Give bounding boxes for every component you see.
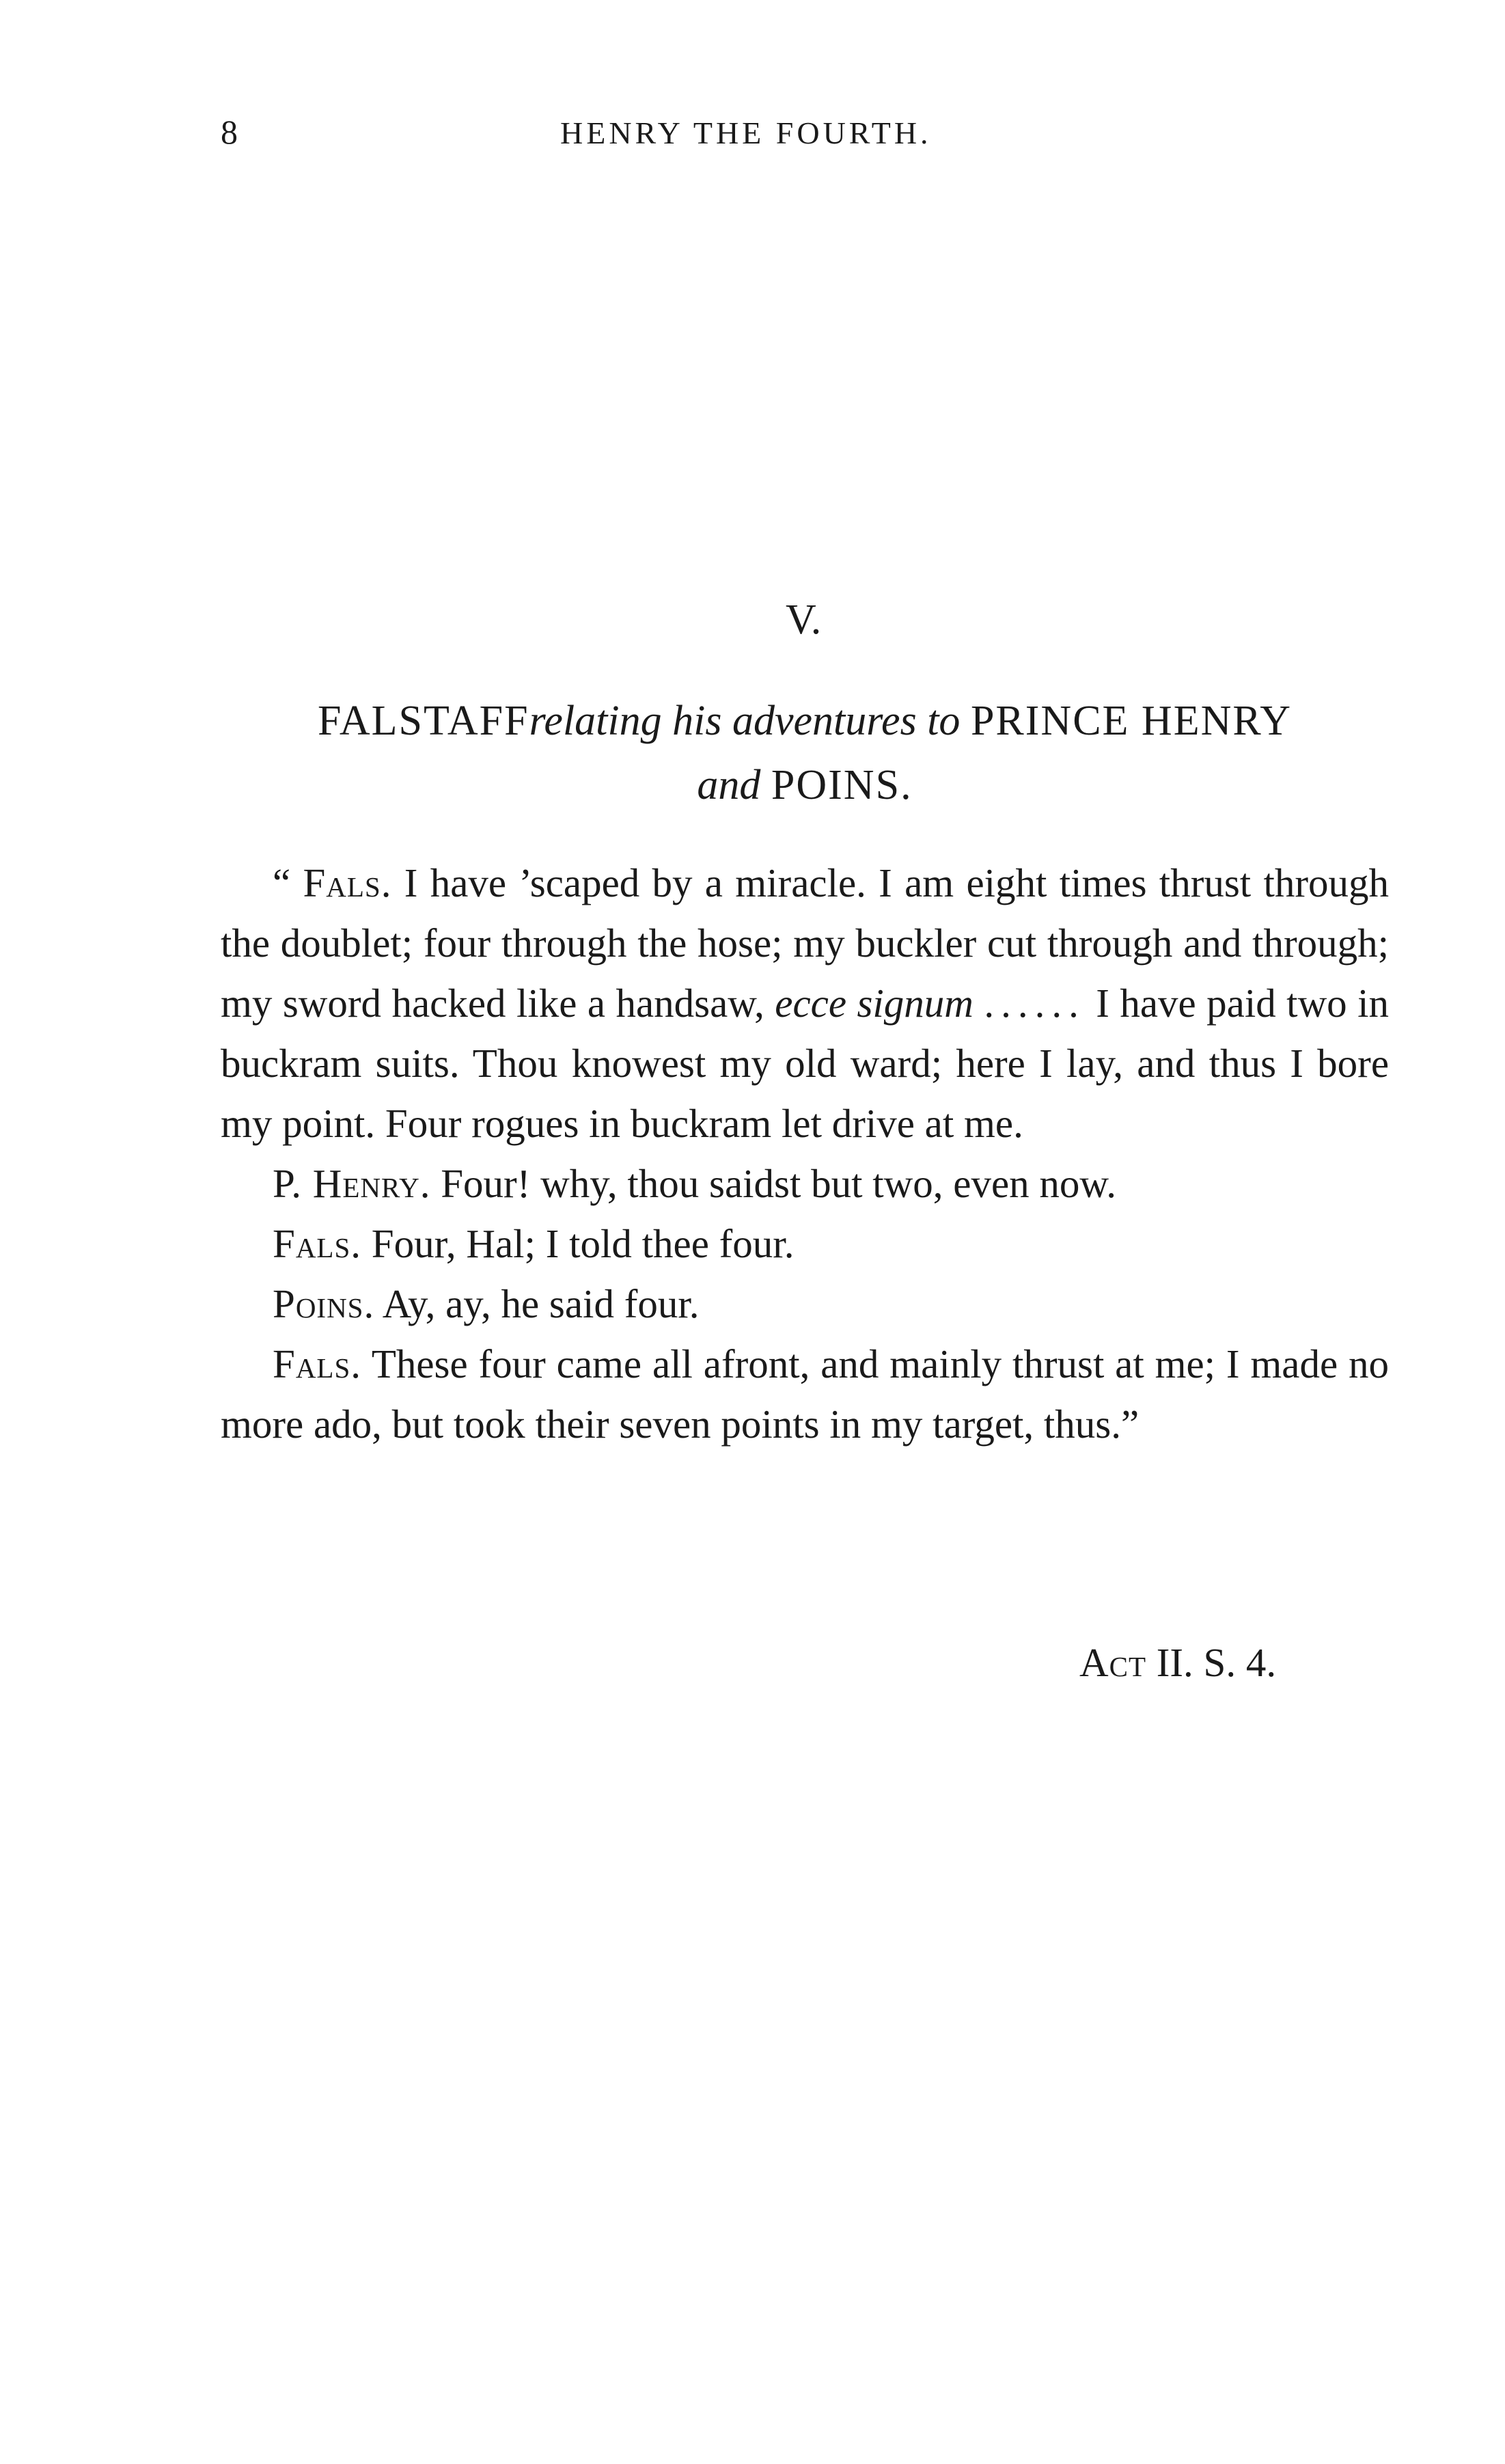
speaker-prince-henry: P. Henry. <box>273 1161 431 1206</box>
plate-title-poins: POINS. <box>771 762 913 808</box>
quoted-passage <box>221 853 1389 1454</box>
page-number: 8 <box>221 113 238 151</box>
plate-title <box>221 689 1389 817</box>
ellipsis-dots: ...... <box>984 981 1086 1026</box>
speech-text: Ay, ay, he said four. <box>382 1281 700 1326</box>
section-number: V. <box>786 597 822 643</box>
act-scene-citation <box>1079 1640 1277 1685</box>
speech-text: Four, Hal; I told thee four. <box>371 1221 795 1266</box>
running-head: HENRY THE FOURTH. <box>560 115 932 150</box>
speaker-poins: Poins. <box>273 1281 375 1326</box>
speech-text: Four! why, thou saidst but two, even now. <box>441 1161 1116 1206</box>
speech-text: I have ’scaped by a miracle. I am eight times thrust through the doublet; four through the hose; my buckler cut through and through; my sword hacked like a handsaw, <box>221 860 1390 1026</box>
open-quote: “ <box>273 860 291 905</box>
plate-title-prince: PRINCE HENRY <box>970 698 1293 744</box>
plate-title-character: FALSTAFF <box>317 698 529 744</box>
speaker-falstaff: Fals. <box>273 1221 362 1266</box>
plate-title-and: and <box>697 762 761 808</box>
speaker-falstaff: Fals. <box>273 1341 362 1386</box>
paragraph-2 <box>221 1153 1389 1214</box>
plate-title-action: relating his adventures to <box>529 698 961 744</box>
speech-text: These four came all afront, and mainly thrust at me; I made no more ado, but took their seven points in my target, thus.” <box>221 1341 1390 1447</box>
paragraph-4 <box>221 1274 1389 1334</box>
citation-scene: II. S. 4. <box>1156 1640 1277 1685</box>
citation-act: Act <box>1079 1640 1146 1685</box>
speech-text: I have paid two in buckram suits. Thou knowest my old ward; here I lay, and thus I bore my point. Four rogues in buckram let drive at me. <box>221 981 1390 1146</box>
latin-phrase: ecce signum <box>775 981 974 1026</box>
paragraph-3 <box>221 1214 1389 1274</box>
paragraph-5 <box>221 1334 1389 1454</box>
speaker-falstaff: Fals. <box>303 860 392 905</box>
paragraph-1 <box>221 853 1389 1153</box>
